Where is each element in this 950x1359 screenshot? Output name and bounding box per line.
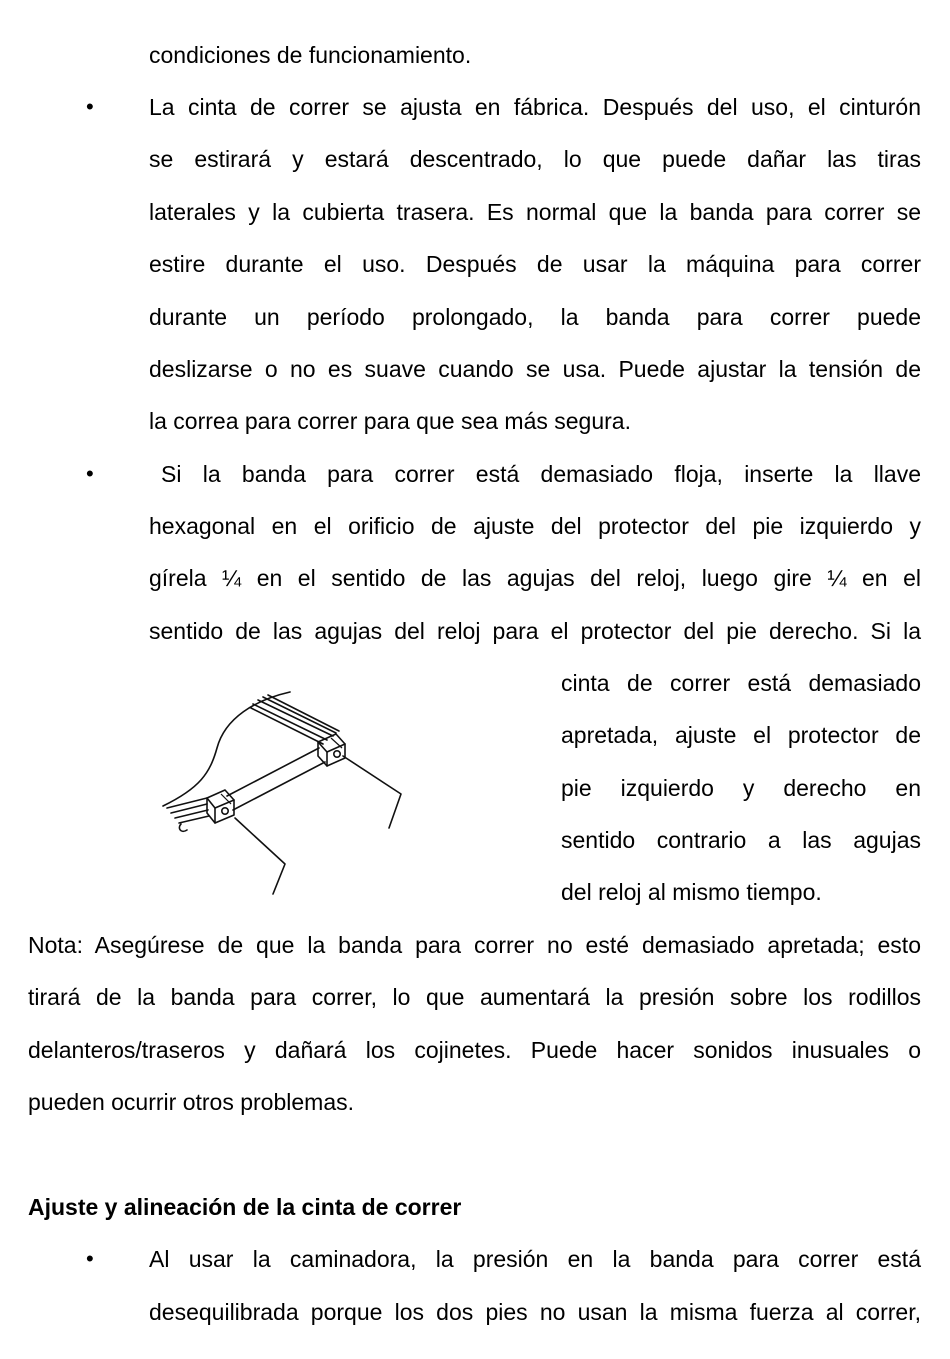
paragraph-line: tirará de la banda para correr, lo que aumentará la presión sobre los rodillos: [28, 984, 921, 1010]
paragraph-line: delanteros/traseros y dañará los cojinetes. Puede hacer sonidos inusuales o: [28, 1037, 921, 1063]
paragraph-line: gírela ¼ en el sentido de las agujas del reloj, luego gire ¼ en el: [149, 565, 921, 591]
side-text-line: sentido contrario a las agujas: [561, 827, 921, 853]
paragraph-line: se estirará y estará descentrado, lo que puede dañar las tiras: [149, 146, 921, 172]
paragraph-line: la correa para correr para que sea más segura.: [149, 408, 631, 434]
section-heading: Ajuste y alineación de la cinta de correr: [28, 1194, 462, 1220]
paragraph-line: desequilibrada porque los dos pies no usan la misma fuerza al correr,: [149, 1299, 921, 1325]
paragraph-line: hexagonal en el orificio de ajuste del protector del pie izquierdo y: [149, 513, 921, 539]
paragraph-line: Si la banda para correr está demasiado floja, inserte la llave: [161, 461, 921, 487]
side-text-line: pie izquierdo y derecho en: [561, 775, 921, 801]
continuation-text: condiciones de funcionamiento.: [149, 42, 472, 68]
bullet-marker: •: [86, 461, 94, 486]
bullet-marker: •: [86, 94, 94, 119]
paragraph-line: La cinta de correr se ajusta en fábrica. Después del uso, el cinturón: [149, 94, 921, 120]
bullet-marker: •: [86, 1246, 94, 1271]
paragraph-line: durante un período prolongado, la banda para correr puede: [149, 304, 921, 330]
paragraph-line: pueden ocurrir otros problemas.: [28, 1089, 354, 1115]
side-text-line: cinta de correr está demasiado: [561, 670, 921, 696]
paragraph-line: Nota: Asegúrese de que la banda para correr no esté demasiado apretada; esto: [28, 932, 921, 958]
side-text-line: apretada, ajuste el protector de: [561, 722, 921, 748]
paragraph-line: estire durante el uso. Después de usar la máquina para correr: [149, 251, 921, 277]
paragraph-line: laterales y la cubierta trasera. Es normal que la banda para correr se: [149, 199, 921, 225]
paragraph-line: Al usar la caminadora, la presión en la banda para correr está: [149, 1246, 921, 1272]
paragraph-line: sentido de las agujas del reloj para el protector del pie derecho. Si la: [149, 618, 921, 644]
side-text-line: del reloj al mismo tiempo.: [561, 879, 822, 905]
paragraph-line: deslizarse o no es suave cuando se usa. Puede ajustar la tensión de: [149, 356, 921, 382]
rear-roller-adjustment-illustration: [155, 678, 415, 900]
